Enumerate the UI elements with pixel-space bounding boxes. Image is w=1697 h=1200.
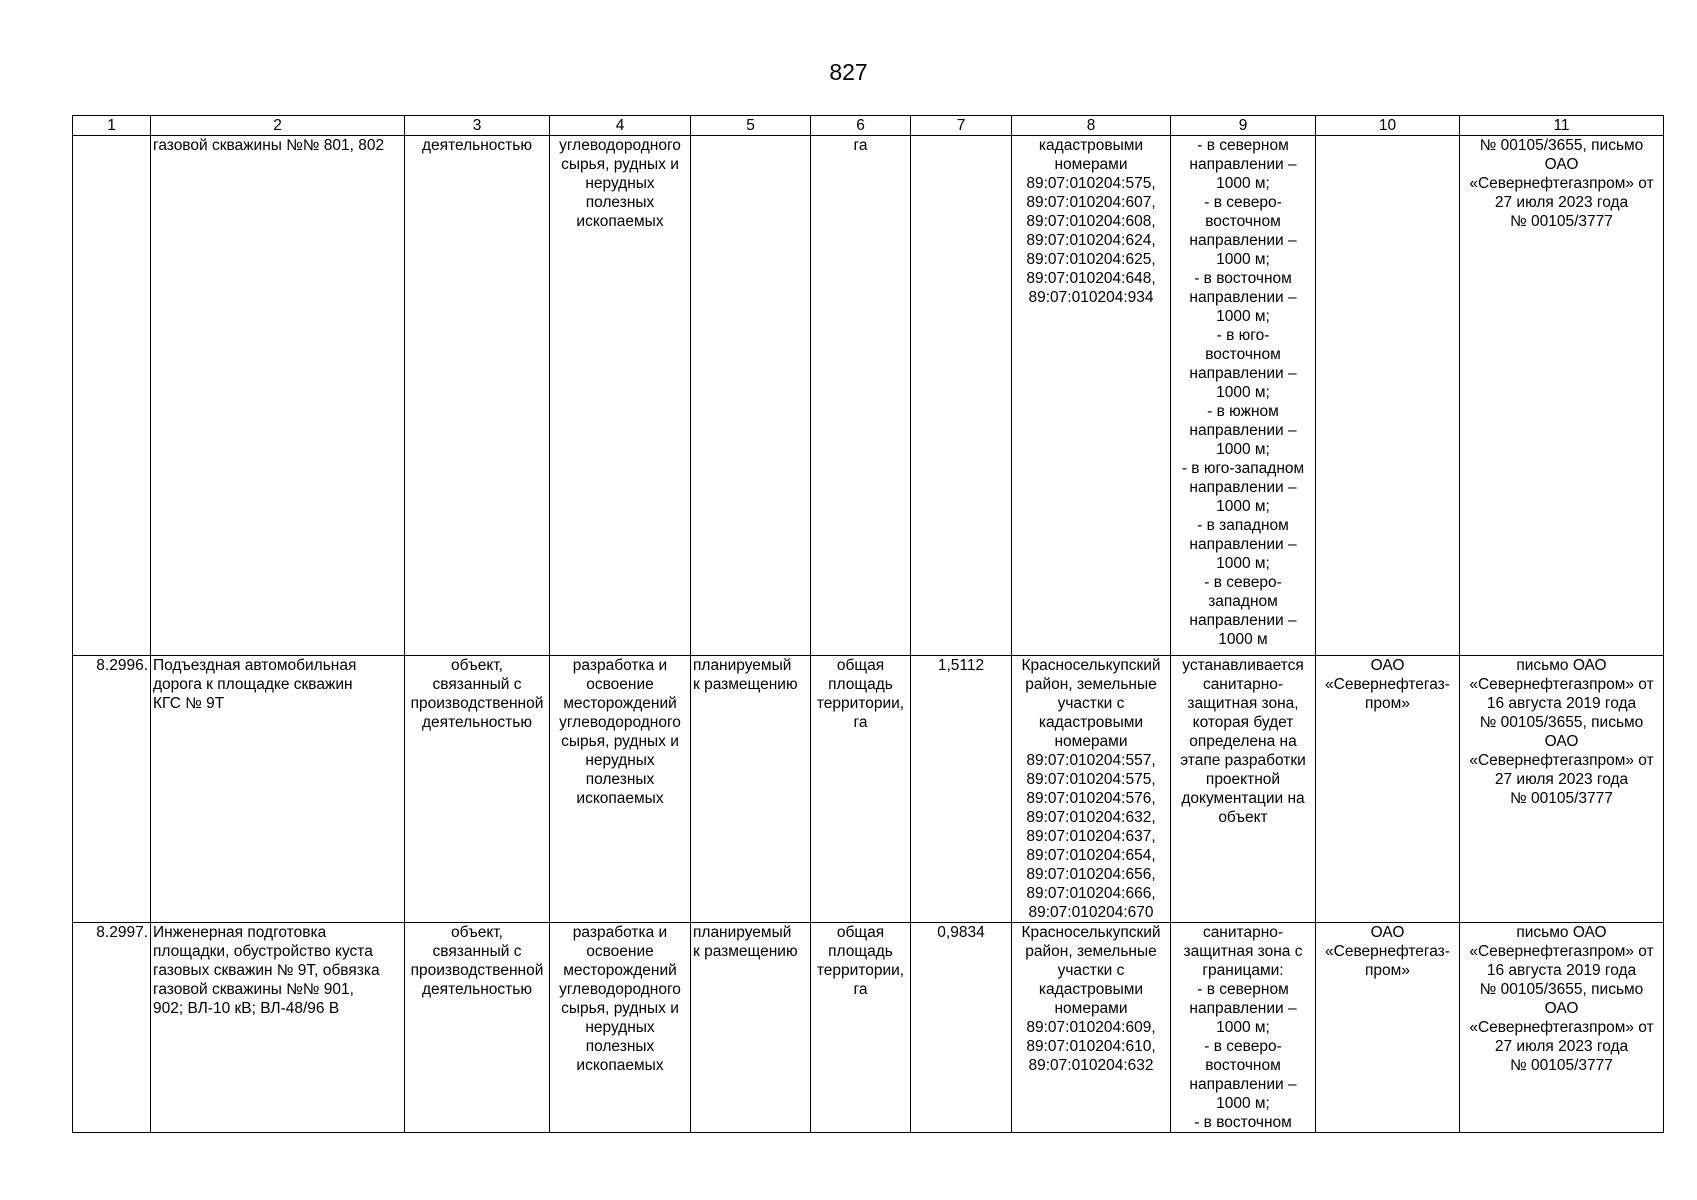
cell-line: «Севернефтегазпром» от (1469, 676, 1654, 693)
cell-line: полезных (585, 194, 655, 211)
cell-line: площадки, обустройство куста (153, 943, 373, 960)
cell-line: ОАО (1370, 657, 1405, 674)
cell-line: 1000 м; (1216, 1019, 1270, 1036)
cell-line: район, земельные (1025, 943, 1157, 960)
cell-purpose (550, 656, 691, 923)
cell-line: производственной (410, 962, 544, 979)
cell-line: дорога к площадке скважин (153, 676, 353, 693)
cell-line: сырья, рудных и (561, 1000, 679, 1017)
cell-line: 8.2996. (96, 657, 148, 674)
cell-line: связанный с (432, 943, 522, 960)
cell-location (1012, 923, 1171, 1133)
cell-line: участки с (1057, 695, 1125, 712)
cell-line: нерудных (585, 1019, 655, 1036)
cell-line: письмо ОАО (1516, 657, 1607, 674)
cell-line: 89:07:010204:576, (1026, 790, 1156, 807)
cell-line: пром» (1365, 695, 1410, 712)
cell-line: 89:07:010204:575, (1026, 175, 1156, 192)
cell-line: газовой скважины №№ 901, (153, 981, 354, 998)
cell-line: - в восточном (1194, 270, 1292, 287)
cell-line: границами: (1202, 962, 1284, 979)
cell-purpose (550, 923, 691, 1133)
cell-line: устанавливается (1182, 657, 1304, 674)
cell-owner (1316, 923, 1460, 1133)
cell-line: ОАО (1544, 1000, 1579, 1017)
cell-line: проектной (1205, 771, 1281, 788)
cell-line: район, земельные (1025, 676, 1157, 693)
cell-line: номерами (1054, 156, 1128, 173)
cell-line: восточном (1205, 1057, 1281, 1074)
cell-line: «Севернефтегазпром» от (1469, 943, 1654, 960)
cell-line: 0,9834 (937, 924, 985, 941)
cell-line: углеводородного (559, 137, 681, 154)
cell-line: углеводородного (559, 714, 681, 731)
cell-line: нерудных (585, 752, 655, 769)
cell-line: кадастровыми (1038, 137, 1144, 154)
cell-line: 89:07:010204:609, (1026, 1019, 1156, 1036)
cell-status (691, 136, 811, 656)
cell-line: направлении – (1189, 422, 1297, 439)
cell-value (911, 656, 1012, 923)
cell-line: направлении – (1189, 479, 1297, 496)
cell-line: га (853, 137, 868, 154)
cell-line: полезных (585, 1038, 655, 1055)
cell-value (911, 923, 1012, 1133)
cell-line: Красноселькупский (1021, 924, 1161, 941)
cell-line: участки с (1057, 962, 1125, 979)
cell-line: № 00105/3777 (1510, 1057, 1613, 1074)
column-header: 7 (911, 116, 1012, 136)
cell-characteristic (811, 656, 911, 923)
cell-object-name (151, 923, 405, 1133)
cell-line: ОАО (1370, 924, 1405, 941)
cell-line: - в юго- (1216, 327, 1270, 344)
cell-line: - в восточном (1194, 1114, 1292, 1131)
cell-line: 1000 м; (1216, 251, 1270, 268)
column-header: 5 (691, 116, 811, 136)
cell-line: 1000 м; (1216, 555, 1270, 572)
cell-line: Подъездная автомобильная (153, 657, 357, 674)
cell-line: Инженерная подготовка (153, 924, 327, 941)
cell-line: направлении – (1189, 1000, 1297, 1017)
cell-line: 27 июля 2023 года (1494, 1038, 1629, 1055)
cell-location (1012, 136, 1171, 656)
cell-row-number (73, 136, 151, 656)
cell-line: - в северном (1197, 981, 1289, 998)
cell-line: общая (836, 657, 885, 674)
cell-line: «Севернефтегаз- (1325, 676, 1450, 693)
table-row (73, 923, 1664, 1133)
cell-line: деятельностью (422, 981, 532, 998)
data-table (72, 115, 1664, 1133)
cell-line: 27 июля 2023 года (1494, 194, 1629, 211)
cell-line: деятельностью (422, 714, 532, 731)
cell-line: объект, (451, 657, 503, 674)
cell-line: санитарно- (1202, 924, 1284, 941)
cell-line: 16 августа 2019 года (1486, 962, 1637, 979)
cell-owner (1316, 136, 1460, 656)
cell-line: разработка и (572, 924, 668, 941)
cell-row-number (73, 923, 151, 1133)
cell-line: 89:07:010204:648, (1026, 270, 1156, 287)
cell-line: объект, (451, 924, 503, 941)
cell-line: - в северо- (1204, 194, 1282, 211)
cell-line: 27 июля 2023 года (1494, 771, 1629, 788)
cell-object-name (151, 656, 405, 923)
cell-basis (1460, 656, 1664, 923)
cell-line: письмо ОАО (1516, 924, 1607, 941)
cell-line: к размещению (693, 676, 798, 693)
cell-line: западном (1208, 593, 1278, 610)
cell-line: 89:07:010204:637, (1026, 828, 1156, 845)
cell-line: направлении – (1189, 289, 1297, 306)
cell-line: нерудных (585, 175, 655, 192)
cell-line: 89:07:010204:607, (1026, 194, 1156, 211)
cell-line: этапе разработки (1180, 752, 1306, 769)
cell-line: 89:07:010204:624, (1026, 232, 1156, 249)
cell-line: - в северо- (1204, 1038, 1282, 1055)
cell-zone (1171, 136, 1316, 656)
cell-line: газовых скважин № 9Т, обвязка (153, 962, 380, 979)
cell-line: 89:07:010204:557, (1026, 752, 1156, 769)
cell-row-number (73, 656, 151, 923)
cell-line: разработка и (572, 657, 668, 674)
cell-line: сырья, рудных и (561, 156, 679, 173)
cell-line: га (853, 981, 868, 998)
cell-status (691, 656, 811, 923)
column-header: 1 (73, 116, 151, 136)
cell-line: направлении – (1189, 536, 1297, 553)
cell-line: - в западном (1197, 517, 1289, 534)
cell-line: санитарно- (1202, 676, 1284, 693)
cell-line: направлении – (1189, 156, 1297, 173)
cell-object-type (405, 656, 550, 923)
cell-line: «Севернефтегаз- (1325, 943, 1450, 960)
cell-line: 16 августа 2019 года (1486, 695, 1637, 712)
column-header: 10 (1316, 116, 1460, 136)
column-header: 3 (405, 116, 550, 136)
table-row (73, 656, 1664, 923)
cell-line: определена на (1189, 733, 1297, 750)
cell-line: кадастровыми (1038, 981, 1144, 998)
cell-line: связанный с (432, 676, 522, 693)
cell-line: 89:07:010204:632 (1028, 1057, 1154, 1074)
cell-line: деятельностью (422, 137, 532, 154)
cell-line: кадастровыми (1038, 714, 1144, 731)
cell-line: № 00105/3777 (1510, 213, 1613, 230)
cell-line: 1000 м; (1216, 441, 1270, 458)
cell-basis (1460, 923, 1664, 1133)
cell-status (691, 923, 811, 1133)
cell-zone (1171, 923, 1316, 1133)
cell-line: восточном (1205, 213, 1281, 230)
cell-line: защитная зона с (1183, 943, 1303, 960)
cell-line: «Севернефтегазпром» от (1469, 752, 1654, 769)
cell-line: к размещению (693, 943, 798, 960)
cell-object-name (151, 136, 405, 656)
cell-line: освоение (586, 676, 654, 693)
cell-line: направлении – (1189, 612, 1297, 629)
cell-line: освоение (586, 943, 654, 960)
column-header: 6 (811, 116, 911, 136)
cell-line: защитная зона, (1187, 695, 1299, 712)
cell-line: - в северном (1197, 137, 1289, 154)
cell-line: 1000 м; (1216, 384, 1270, 401)
cell-line: общая (836, 924, 885, 941)
cell-line: площадь (828, 676, 893, 693)
cell-line: ископаемых (576, 1057, 664, 1074)
column-header: 2 (151, 116, 405, 136)
cell-line: «Севернефтегазпром» от (1469, 1019, 1654, 1036)
cell-line: 1000 м; (1216, 175, 1270, 192)
cell-line: ОАО (1544, 733, 1579, 750)
cell-line: полезных (585, 771, 655, 788)
column-header: 11 (1460, 116, 1664, 136)
cell-line: территории, (816, 962, 905, 979)
cell-line: 89:07:010204:654, (1026, 847, 1156, 864)
cell-object-type (405, 136, 550, 656)
cell-object-type (405, 923, 550, 1133)
cell-line: площадь (828, 943, 893, 960)
cell-line: 89:07:010204:608, (1026, 213, 1156, 230)
cell-line: - в южном (1207, 403, 1279, 420)
table-row (73, 136, 1664, 656)
cell-line: № 00105/3655, письмо (1479, 714, 1644, 731)
cell-line: газовой скважины №№ 801, 802 (153, 137, 385, 154)
cell-line: пром» (1365, 962, 1410, 979)
cell-line: ископаемых (576, 213, 664, 230)
cell-line: ОАО (1544, 156, 1579, 173)
cell-line: 89:07:010204:610, (1026, 1038, 1156, 1055)
cell-line: месторождений (563, 962, 677, 979)
cell-zone (1171, 656, 1316, 923)
cell-line: планируемый (693, 924, 792, 941)
cell-line: 8.2997. (96, 924, 148, 941)
cell-line: 902; ВЛ-10 кВ; ВЛ-48/96 В (153, 1000, 340, 1017)
column-header: 4 (550, 116, 691, 136)
cell-line: планируемый (693, 657, 792, 674)
column-header: 9 (1171, 116, 1316, 136)
cell-line: сырья, рудных и (561, 733, 679, 750)
cell-line: 1000 м; (1216, 1095, 1270, 1112)
cell-line: Красноселькупский (1021, 657, 1161, 674)
cell-characteristic (811, 136, 911, 656)
cell-line: производственной (410, 695, 544, 712)
cell-line: объект (1218, 809, 1268, 826)
page-number: 827 (829, 59, 868, 85)
cell-line: восточном (1205, 346, 1281, 363)
cell-line: углеводородного (559, 981, 681, 998)
cell-line: направлении – (1189, 232, 1297, 249)
cell-value (911, 136, 1012, 656)
cell-line: КГС № 9Т (153, 695, 225, 712)
cell-line: 1000 м (1218, 631, 1268, 648)
cell-line: 89:07:010204:575, (1026, 771, 1156, 788)
cell-line: га (853, 714, 868, 731)
cell-owner (1316, 656, 1460, 923)
column-header: 8 (1012, 116, 1171, 136)
cell-line: направлении – (1189, 1076, 1297, 1093)
cell-line: номерами (1054, 733, 1128, 750)
cell-line: ископаемых (576, 790, 664, 807)
cell-line: № 00105/3777 (1510, 790, 1613, 807)
cell-line: № 00105/3655, письмо (1479, 137, 1644, 154)
cell-line: месторождений (563, 695, 677, 712)
cell-line: 1000 м; (1216, 498, 1270, 515)
cell-line: документации на (1181, 790, 1305, 807)
cell-line: территории, (816, 695, 905, 712)
cell-line: 89:07:010204:666, (1026, 885, 1156, 902)
cell-line: - в юго-западном (1181, 460, 1305, 477)
cell-line: 1,5112 (937, 657, 985, 674)
cell-line: номерами (1054, 1000, 1128, 1017)
cell-line: направлении – (1189, 365, 1297, 382)
cell-line: № 00105/3655, письмо (1479, 981, 1644, 998)
cell-location (1012, 656, 1171, 923)
cell-line: - в северо- (1204, 574, 1282, 591)
cell-line: 1000 м; (1216, 308, 1270, 325)
cell-line: 89:07:010204:934 (1028, 289, 1154, 306)
cell-basis (1460, 136, 1664, 656)
cell-line: 89:07:010204:670 (1028, 904, 1154, 921)
cell-line: «Севернефтегазпром» от (1469, 175, 1654, 192)
cell-line: которая будет (1192, 714, 1294, 731)
cell-line: 89:07:010204:656, (1026, 866, 1156, 883)
cell-purpose (550, 136, 691, 656)
cell-line: 89:07:010204:632, (1026, 809, 1156, 826)
table-header-row (73, 116, 1664, 136)
cell-characteristic (811, 923, 911, 1133)
table-body (73, 136, 1664, 1133)
cell-line: 89:07:010204:625, (1026, 251, 1156, 268)
